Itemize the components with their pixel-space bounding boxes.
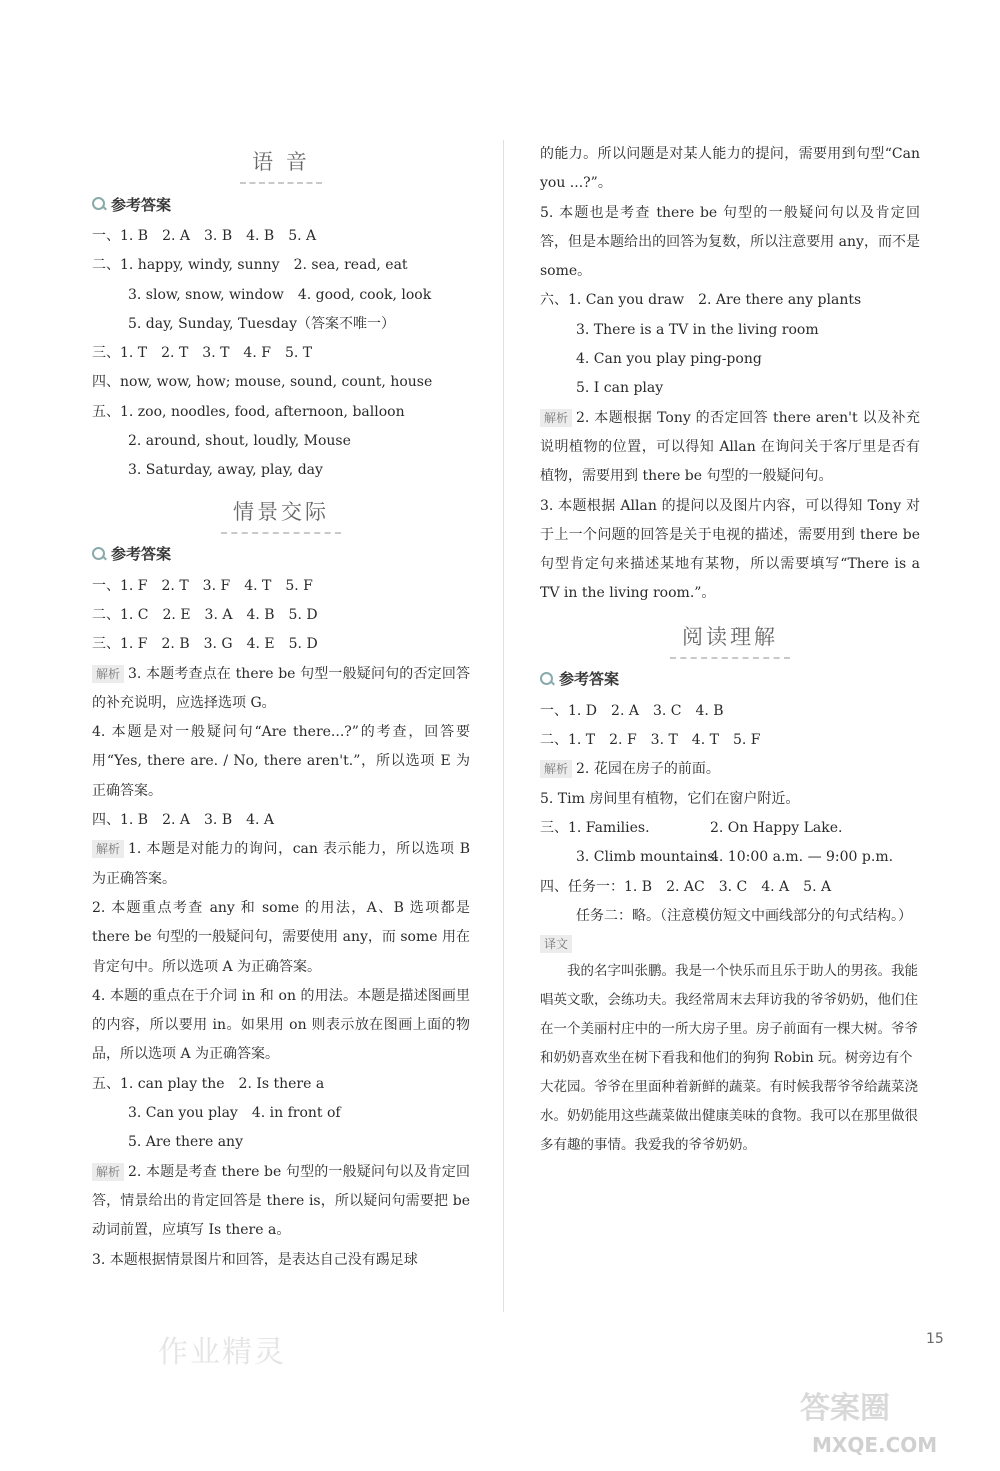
answer-heading: 参考答案 [92, 542, 470, 566]
page-number: 15 [926, 1331, 944, 1347]
analysis-paragraph: 解析 3. 本题考查点在 there be 句型一般疑问句的否定回答的补充说明，应选择选项 G。 [92, 665, 470, 711]
magnifier-icon [92, 547, 106, 561]
answer-line: 一、1. B 2. A 3. B 4. B 5. A [92, 228, 317, 244]
answer-line: 五、1. can play the 2. Is there a [92, 1075, 325, 1092]
analysis-paragraph: 解析 2. 花园在房子的前面。 [540, 755, 920, 784]
answer-line: 四、任务一：1. B 2. AC 3. C 4. A 5. A [540, 878, 832, 895]
analysis-paragraph: 5. 本题也是考查 there be 句型的一般疑问句以及肯定回答，但是本题给出的回答为复数，所以注意要用 any，而不是 some。 [540, 204, 920, 280]
analysis-paragraph: 的能力。所以问题是对某人能力的提问，需要用到句型“Can you ...?”。 [540, 146, 920, 192]
answer-line: 三、1. F 2. B 3. G 4. E 5. D [92, 636, 318, 653]
analysis-paragraph: 解析 1. 本题是对能力的询问，can 表示能力，所以选项 B 为正确答案。 [92, 841, 470, 887]
translation-block [540, 933, 920, 1160]
watermark-brand: 答案圈 [800, 1391, 890, 1426]
answer-line: 一、1. F 2. T 3. F 4. T 5. F [92, 577, 313, 594]
answer-line: 三、1. T 2. T 3. T 4. F 5. T [92, 345, 313, 362]
answer-line: 3. slow, snow, window 4. good, cook, look [128, 286, 432, 303]
analysis-paragraph: 3. 本题根据 Allan 的提问以及图片内容，可以得知 Tony 对于上一个问题的回答是关于电视的描述，需要用到 there be 句型肯定句来描述某地有某物，所以需要填写“There is a TV in the living room.”。 [540, 497, 920, 602]
answer-heading: 参考答案 [540, 667, 920, 691]
analysis-paragraph: 3. 本题根据情景图片和回答，是表达自己没有踢足球 [92, 1251, 418, 1268]
analysis-paragraph: 解析 2. 本题根据 Tony 的否定回答 there aren't 以及补充说明植物的位置，可以得知 Allan 在询问关于客厅里是否有植物，需要用到 there be 句型的一般疑问句。 [540, 409, 920, 485]
analysis-tag: 解析 [540, 760, 572, 778]
answer-line: 任务二：略。（注意模仿短文中画线部分的句式结构。） [576, 907, 912, 924]
section-title-dialogue: 情景交际 [92, 492, 470, 532]
section-title-reading: 阅读理解 [540, 617, 920, 657]
answer-line: 五、1. zoo, noodles, food, afternoon, balloon [92, 403, 405, 420]
translation-tag: 译文 [540, 935, 572, 953]
column-divider [503, 140, 504, 1312]
answer-line: 5. Are there any [128, 1134, 243, 1151]
answer-line: 3. Saturday, away, play, day [128, 462, 323, 479]
answer-line: 5. I can play [576, 380, 664, 397]
answer-line: 一、1. D 2. A 3. C 4. B [540, 702, 724, 719]
answer-line: 三、1. Families. 2. On Happy Lake. [540, 819, 843, 836]
analysis-paragraph: 2. 本题重点考查 any 和 some 的用法，A、B 选项都是 there be 句型的一般疑问句，需要使用 any，而 some 用在肯定句中。所以选项 A 为正确答案。 [92, 899, 470, 975]
answer-line: 3. Climb mountains.4. 10:00 a.m. — 9:00 p.m. [576, 849, 894, 866]
analysis-tag: 解析 [540, 409, 572, 427]
answer-line: 二、1. C 2. E 3. A 4. B 5. D [92, 606, 318, 623]
answer-line: 二、1. T 2. F 3. T 4. T 5. F [540, 732, 761, 749]
analysis-paragraph: 4. 本题是对一般疑问句“Are there...?”的考查，回答要用“Yes, there are. / No, there aren't.”，所以选项 E 为正确答案。 [92, 724, 470, 799]
answer-line: 2. around, shout, loudly, Mouse [128, 433, 351, 450]
analysis-paragraph: 4. 本题的重点在于介词 in 和 on 的用法。本题是描述图画里的内容，所以要用 in。如果用 on 则表示放在图画上面的物品，所以选项 A 为正确答案。 [92, 987, 470, 1063]
answer-line: 4. Can you play ping-pong [576, 351, 762, 368]
analysis-tag: 解析 [92, 665, 124, 683]
right-column [540, 140, 920, 1160]
analysis-paragraph: 解析 2. 本题是考查 there be 句型的一般疑问句以及肯定回答，情景给出的肯定回答是 there is，所以疑问句需要把 be 动词前置，应填写 Is there a。 [92, 1163, 470, 1239]
translation-text: 我的名字叫张鹏。我是一个快乐而且乐于助人的男孩。我能唱英文歌，会练功夫。我经常周末去拜访我的爷爷奶奶，他们住在一个美丽村庄中的一所大房子里。房子前面有一棵大树。爷爷和奶奶喜欢坐在树下看我和他们的狗狗 Robin 玩。树旁边有个大花园。爷爷在里面种着新鲜的蔬菜。有时候我帮爷爷给蔬菜浇水。奶奶能用这些蔬菜做出健康美味的食物。我可以在那里做很多有趣的事情。我爱我的爷爷奶奶。 [540, 963, 918, 1154]
analysis-paragraph: 5. Tim 房间里有植物，它们在窗户附近。 [540, 790, 800, 807]
left-column [92, 140, 470, 1275]
magnifier-icon [540, 672, 554, 686]
answer-line: 四、now, wow, how; mouse, sound, count, house [92, 374, 433, 391]
analysis-tag: 解析 [92, 1163, 124, 1181]
answer-heading: 参考答案 [92, 192, 470, 216]
answer-line: 四、1. B 2. A 3. B 4. A [92, 812, 275, 829]
answer-line: 5. day, Sunday, Tuesday（答案不唯一） [128, 315, 395, 332]
watermark-url: MXQE.COM [812, 1433, 938, 1457]
answer-line: 3. There is a TV in the living room [576, 321, 819, 338]
magnifier-icon [92, 197, 106, 211]
answer-line: 六、1. Can you draw 2. Are there any plants [540, 292, 862, 309]
watermark-logo: 作业精灵 [158, 1335, 286, 1370]
analysis-tag: 解析 [92, 840, 124, 858]
answer-line: 3. Can you play 4. in front of [128, 1105, 341, 1122]
section-title-phonetics: 语 音 [92, 142, 470, 182]
answer-line: 二、1. happy, windy, sunny 2. sea, read, eat [92, 257, 408, 274]
